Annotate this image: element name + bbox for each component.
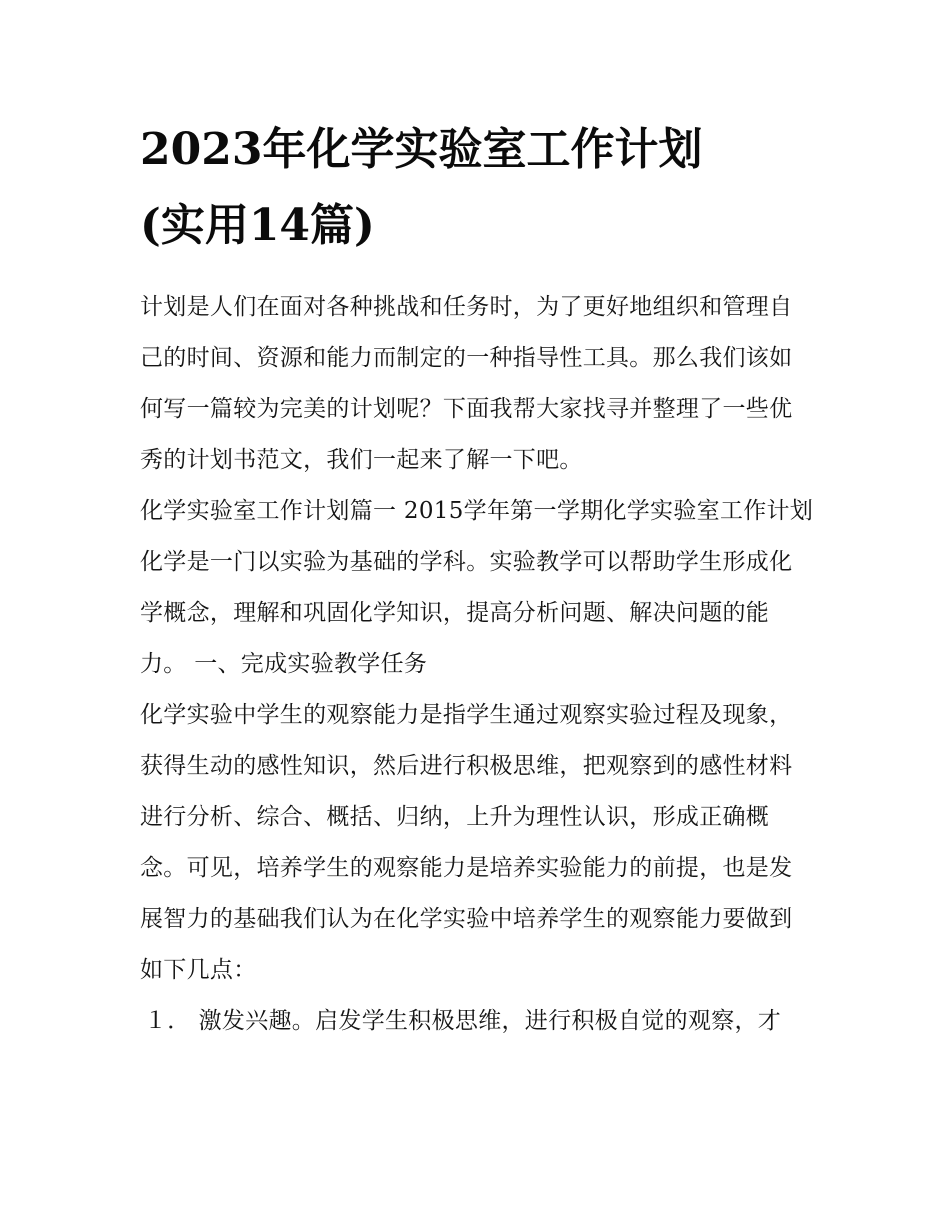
list-item-1: [140, 996, 814, 1047]
intro-paragraph: 计划是人们在面对各种挑战和任务时，为了更好地组织和管理自己的时间、资源和能力而制定的一种指导性工具。那么我们该如何写一篇较为完美的计划呢？下面我帮大家找寻并整理了一些优秀的计划书范文，我们一起来了解一下吧。: [140, 294, 793, 473]
section-heading: 化学实验室工作计划篇一 2015学年第一学期化学实验室工作计划: [140, 498, 814, 524]
title-line-2: (实用14篇): [140, 200, 375, 251]
body-paragraph-1: 化学是一门以实验为基础的学科。实验教学可以帮助学生形成化学概念，理解和巩固化学知识，提高分析问题、解决问题的能力。 一、完成实验教学任务: [140, 549, 793, 677]
body-paragraph-2: 化学实验中学生的观察能力是指学生通过观察实验过程及现象，获得生动的感性知识，然后进行积极思维，把观察到的感性材料进行分析、综合、概括、归纳，上升为理性认识，形成正确概念。可见，培养学生的观察能力是培养实验能力的前提，也是发展智力的基础我们认为在化学实验中培养学生的观察能力要做到如下几点：: [140, 702, 793, 983]
document-body: [140, 112, 814, 1047]
list-item-number: １．: [144, 1008, 191, 1034]
list-item-text: 激发兴趣。启发学生积极思维，进行积极自觉的观察，才: [198, 1008, 782, 1034]
title-line-1: 2023年化学实验室工作计划: [140, 124, 703, 175]
document-title: [140, 112, 814, 264]
